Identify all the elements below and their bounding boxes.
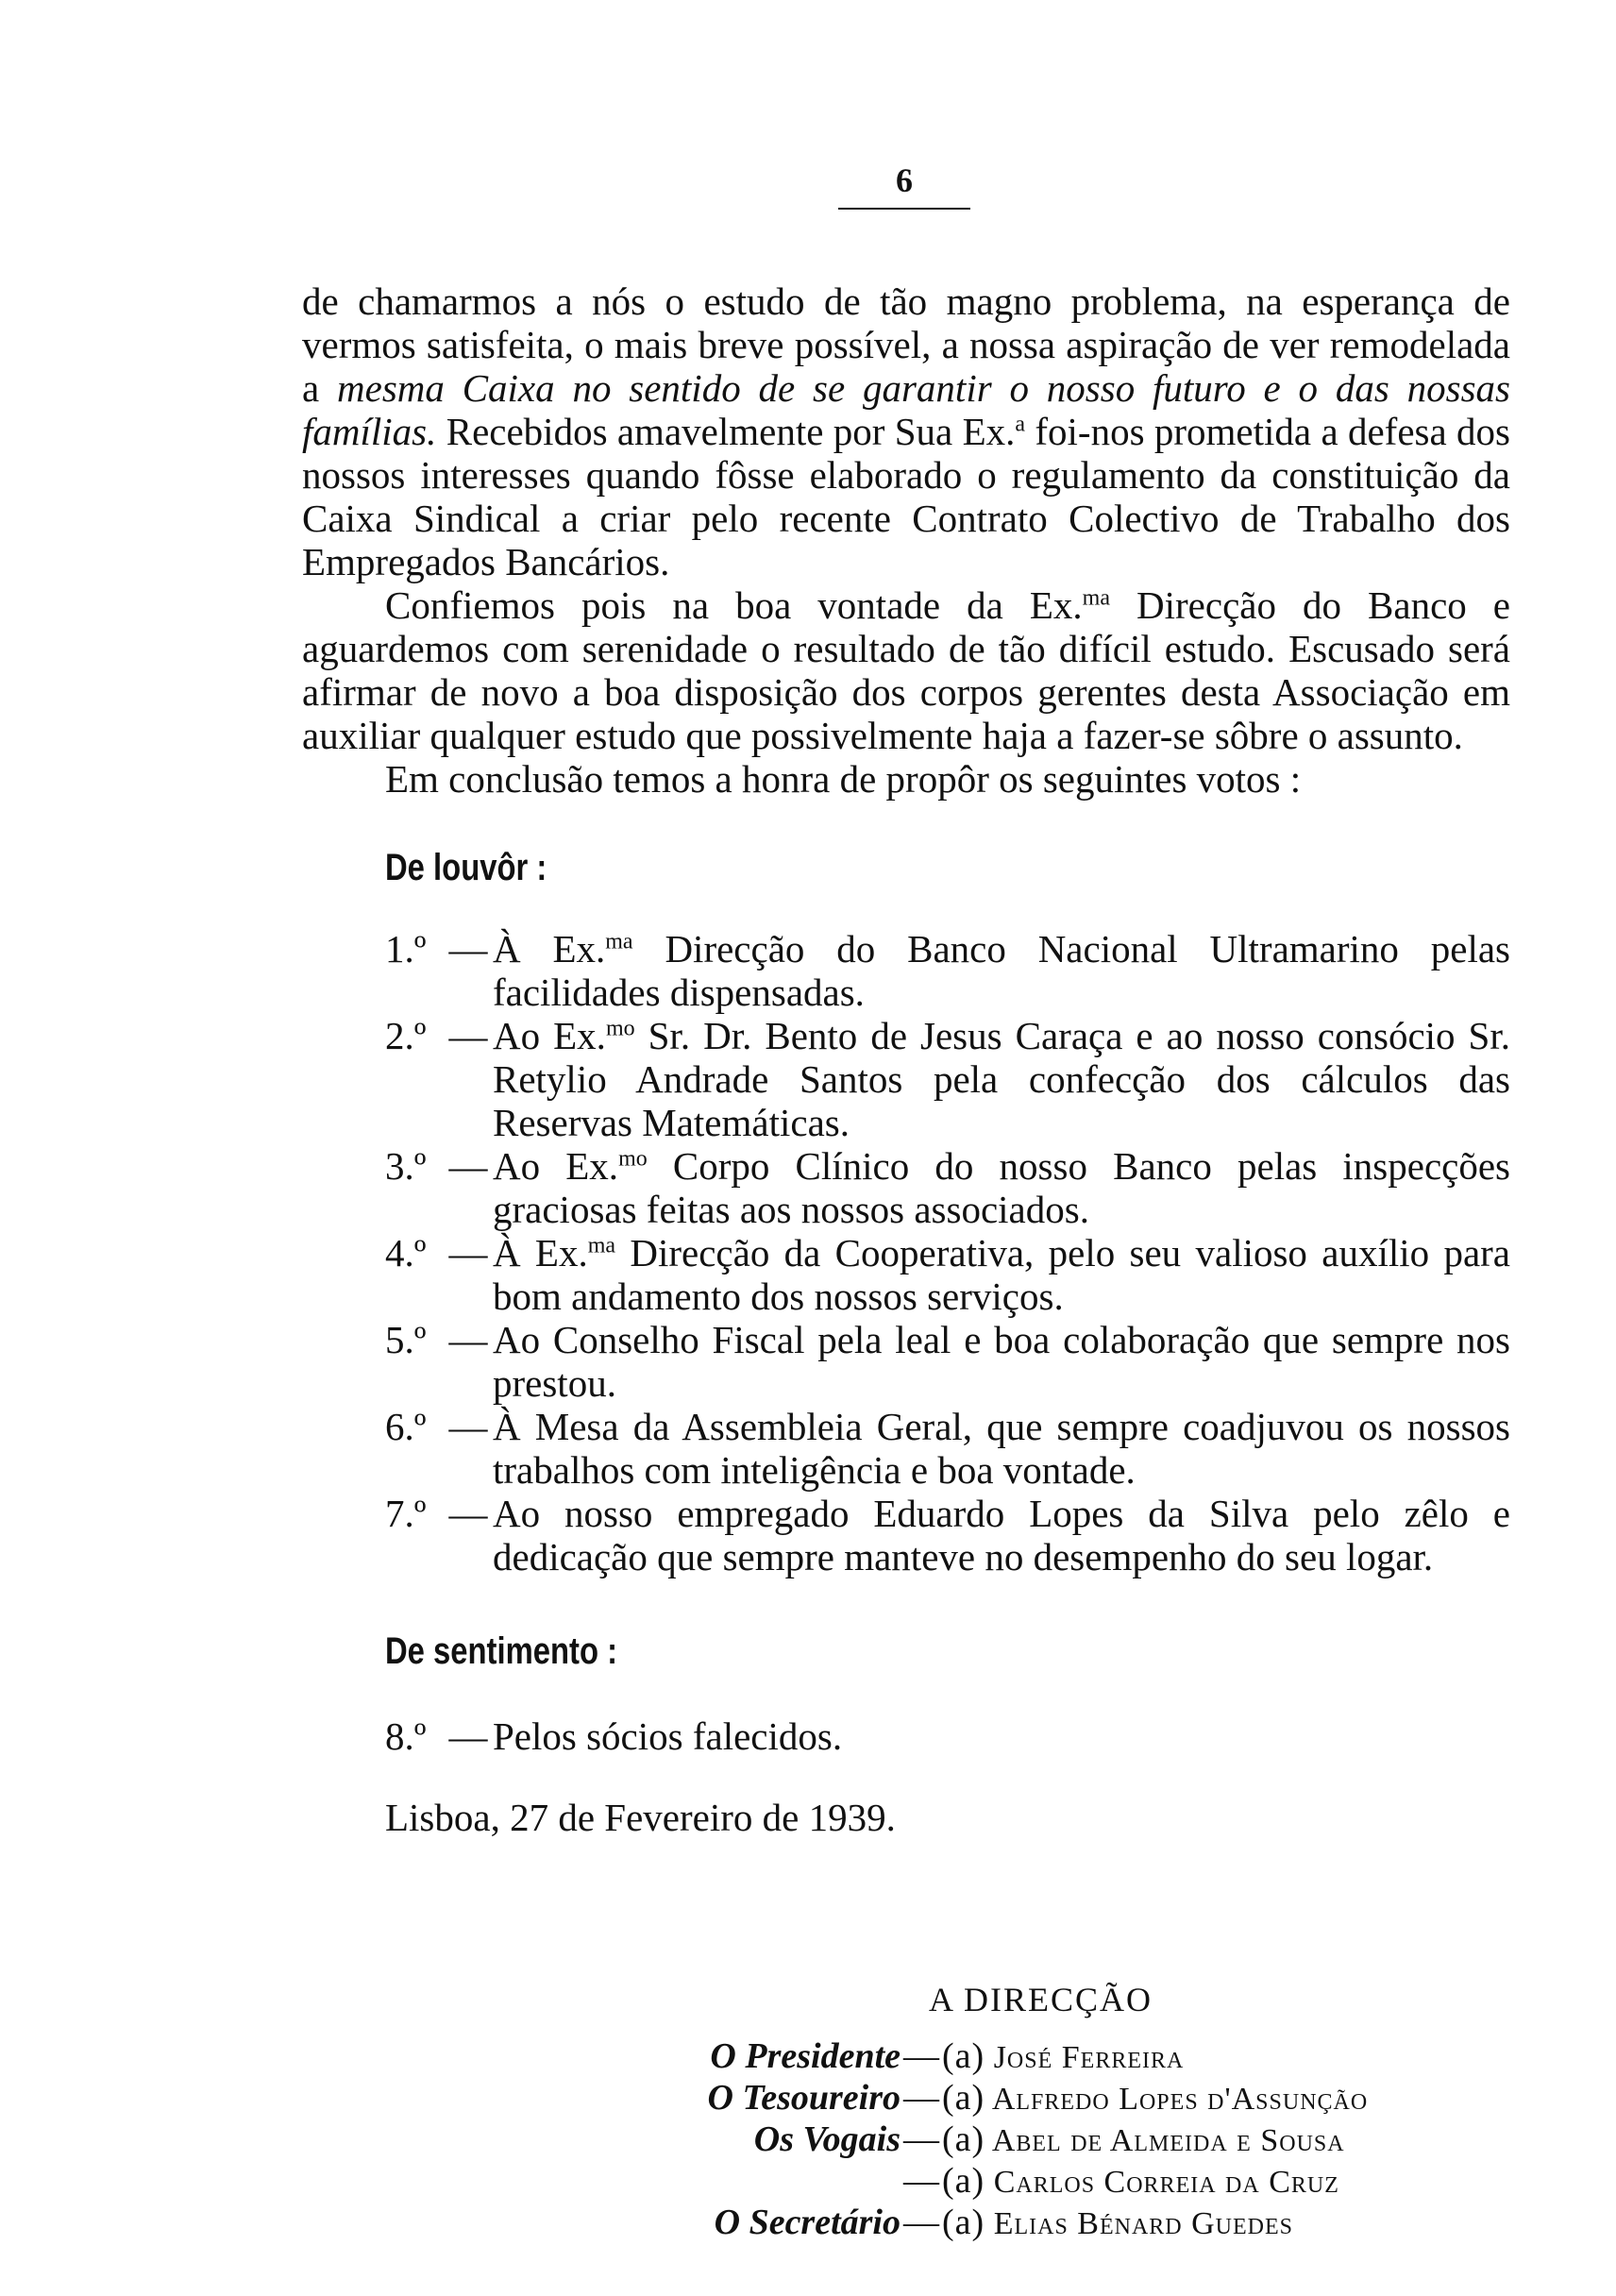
signature-role: O Tesoureiro [707,2078,901,2118]
vote-text-end: Direcção da Cooperativa, pelo seu valioso auxílio para bom andamento dos nossos serviços. [493,1231,1510,1318]
signature-role: O Presidente [710,2036,901,2076]
vote-item [385,1318,1510,1405]
vote-item [385,1144,1510,1231]
vote-text: Ao nosso empregado Eduardo Lopes da Silva pelo zêlo e dedicação que sempre manteve no desempenho do seu logar. [493,1492,1510,1578]
section-heading-praise: De louvôr : [385,847,547,888]
vote-number: 4.º [385,1231,427,1275]
paragraph-conclusion: Em conclusão temos a honra de propôr os seguintes votos : [385,757,1302,801]
superscript: mo [605,1016,635,1041]
vote-number: 8.º [385,1714,427,1758]
vote-number: 5.º [385,1318,427,1361]
vote-item [385,1492,1510,1578]
vote-text: Pelos sócios falecidos. [493,1714,843,1758]
vote-number: 3.º [385,1144,427,1188]
signature-name [942,2160,1339,2203]
signature-role: O Secretário [714,2203,901,2242]
vote-dash: — [448,1714,488,1758]
signature-role: Os Vogais [753,2119,901,2159]
vote-text [493,1144,1510,1231]
signed-mark: (a) [942,2078,985,2118]
document-body [302,279,1510,1839]
vote-text-end: Sr. Dr. Bento de Jesus Caraça e ao nosso consócio Sr. Retylio Andrade Santos pela confecção dos cálculos das Reservas Matemáticas. [493,1014,1510,1144]
vote-text: Ao Conselho Fiscal pela leal e boa colaboração que sempre nos prestou. [493,1318,1510,1405]
signature-name [942,2077,1368,2120]
paragraph-emphasis: mesma Caixa no sentido de se garantir o nosso futuro e o das nossas famílias. [302,366,1510,453]
paragraph-text: Confiemos pois na boa vontade da Ex. [385,583,1083,627]
signature-row [661,2202,1510,2243]
signatory-name: Carlos Correia da Cruz [993,2165,1339,2200]
signed-mark: (a) [942,2203,985,2242]
superscript: ma [587,1233,616,1258]
signature-block [661,1979,1510,2243]
vote-dash: — [448,1144,488,1188]
vote-text [493,1231,1510,1318]
vote-text [493,1014,1510,1144]
paragraph-text: foi-nos prometida a defesa dos nossos interesses quando fôsse elaborado o regulamento da constituição da Caixa Sindical a criar pelo recente Contrato Colectivo de Trabalho dos Empregados Bancários. [302,410,1510,583]
signatory-name: Elias Bénard Guedes [993,2206,1294,2241]
vote-text-end: Corpo Clínico do nosso Banco pelas inspecções graciosas feitas aos nossos associados. [493,1144,1510,1231]
vote-text: À Mesa da Assembleia Geral, que sempre coadjuvou os nossos trabalhos com inteligência e boa vontade. [493,1405,1510,1492]
vote-item [385,1231,1510,1318]
superscript: mo [618,1146,648,1172]
board-title: A DIRECÇÃO [929,1981,1153,2018]
vote-dash: — [448,1231,488,1275]
vote-dash: — [448,1492,488,1535]
signature-row [661,2077,1510,2119]
signature-dash: — [903,2078,939,2118]
signature-row [661,2035,1510,2077]
vote-item [385,1714,1510,1758]
vote-text [493,927,1510,1014]
vote-text-start: À Ex. [493,927,606,971]
vote-number: 2.º [385,1014,427,1057]
paragraph-text: Direcção do Banco e aguardemos com serenidade o resultado de tão difícil estudo. Escusado será afirmar de novo a boa disposição dos corpos gerentes desta Associação em auxiliar qualquer estudo que possivelmente haja a fazer-se sôbre o assunto. [302,583,1510,757]
signed-mark: (a) [942,2036,985,2076]
signed-mark: (a) [942,2161,985,2201]
signatory-name: José Ferreira [993,2040,1185,2075]
vote-dash: — [448,927,488,971]
page-number-rule [838,208,970,210]
praise-votes-list [385,927,1510,1578]
vote-text-start: Ao Ex. [493,1014,606,1057]
signature-name [942,2202,1293,2245]
section-heading-sentiment: De sentimento : [385,1630,618,1672]
superscript: ma [1082,585,1110,611]
vote-number: 1.º [385,927,427,971]
vote-text-end: Direcção do Banco Nacional Ultramarino pelas facilidades dispensadas. [493,927,1510,1014]
vote-item [385,927,1510,1014]
page-number: 6 [896,161,913,199]
vote-item [385,1014,1510,1144]
signature-row [661,2119,1510,2160]
paragraph-confidence [302,583,1510,757]
vote-dash: — [448,1014,488,1057]
vote-item [385,1405,1510,1492]
signed-mark: (a) [942,2119,985,2159]
superscript: a [1015,412,1026,437]
signature-dash: — [903,2036,939,2076]
signatory-name: Abel de Almeida e Sousa [991,2123,1345,2158]
paragraph-text: de chamarmos a nós o estudo de tão magno problema, na esperança de vermos satisfeita, o mais breve possível, a nossa aspiração de ver remodelada a [302,279,1510,410]
signature-dash: — [903,2119,939,2159]
place-date: Lisboa, 27 de Fevereiro de 1939. [385,1796,896,1839]
signature-row [661,2160,1510,2202]
vote-number: 7.º [385,1492,427,1535]
sentiment-votes-list [385,1714,1510,1758]
vote-text-start: À Ex. [493,1231,588,1275]
superscript: ma [605,929,633,954]
vote-text-start: Ao Ex. [493,1144,619,1188]
signature-name [942,2119,1345,2162]
vote-dash: — [448,1318,488,1361]
signature-dash: — [903,2161,939,2201]
vote-number: 6.º [385,1405,427,1448]
paragraph-text: Recebidos amavelmente por Sua Ex. [436,410,1016,453]
signatory-name: Alfredo Lopes d'Assunção [991,2082,1369,2117]
signature-name [942,2035,1184,2079]
paragraph-caixa-request [302,279,1510,583]
signature-dash: — [903,2203,939,2242]
vote-dash: — [448,1405,488,1448]
